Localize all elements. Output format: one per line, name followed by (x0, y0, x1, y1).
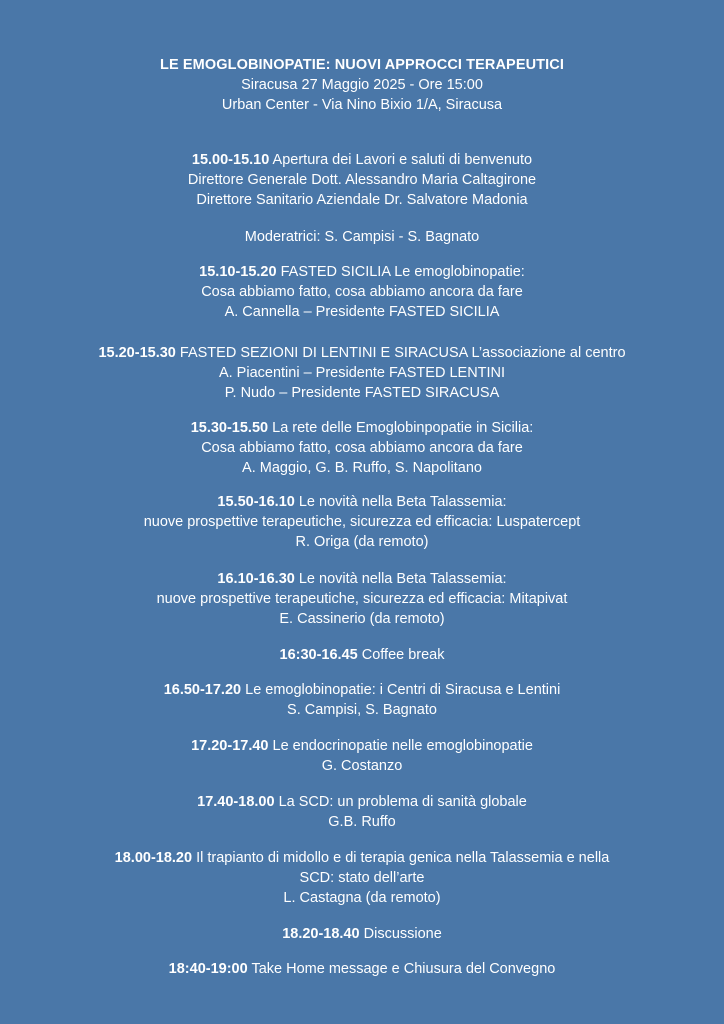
item-speaker: R. Origa (da remoto) (295, 534, 429, 550)
item-speaker: P. Nudo – Presidente FASTED SIRACUSA (224, 385, 500, 401)
item-time: 18:40-19:00 (168, 961, 248, 977)
item-title: Discussione (363, 926, 442, 942)
item-time: 18.20-18.40 (282, 926, 360, 942)
program-item (0, 959, 724, 979)
item-title: Le novità nella Beta Talassemia: (298, 494, 507, 510)
item-time: 16:30-16.45 (279, 647, 358, 663)
event-header (0, 55, 724, 115)
item-title: La rete delle Emoglobinpopatie in Sicilia: (272, 420, 534, 436)
item-time: 15.20-15.30 (98, 345, 176, 361)
program-item (0, 924, 724, 944)
item-title: FASTED SEZIONI DI LENTINI E SIRACUSA L’associazione al centro (179, 345, 626, 361)
item-speaker: A. Maggio, G. B. Ruffo, S. Napolitano (242, 460, 482, 476)
item-time: 17.20-17.40 (191, 738, 269, 754)
program-item (0, 736, 724, 776)
item-speaker: A. Piacentini – Presidente FASTED LENTINI (218, 365, 506, 381)
item-title: Le novità nella Beta Talassemia: (298, 571, 507, 587)
item-speaker: L. Castagna (da remoto) (283, 890, 441, 906)
item-title: Take Home message e Chiusura del Convegno (251, 961, 556, 977)
program-item (0, 645, 724, 665)
item-title: La SCD: un problema di sanità globale (278, 794, 527, 810)
item-title: Coffee break (361, 647, 445, 663)
item-speaker: G. Costanzo (321, 758, 403, 774)
item-time: 17.40-18.00 (197, 794, 275, 810)
item-time: 15.10-15.20 (199, 264, 277, 280)
item-speaker: Direttore Sanitario Aziendale Dr. Salvatore Madonia (196, 192, 528, 208)
item-title: FASTED SICILIA Le emoglobinopatie: (280, 264, 525, 280)
item-speaker: Direttore Generale Dott. Alessandro Maria Caltagirone (187, 172, 537, 188)
program-item (0, 492, 724, 552)
item-speaker: E. Cassinerio (da remoto) (279, 611, 445, 627)
item-title: Il trapianto di midollo e di terapia genica nella Talassemia e nella (196, 850, 610, 866)
item-time: 15.30-15.50 (190, 420, 269, 436)
moderators (0, 227, 724, 247)
item-title: Le emoglobinopatie: i Centri di Siracusa e Lentini (245, 682, 561, 698)
event-title: LE EMOGLOBINOPATIE: NUOVI APPROCCI TERAPEUTICI (160, 57, 564, 73)
item-subtitle: SCD: stato dell’arte (299, 870, 425, 886)
event-venue: Urban Center - Via Nino Bixio 1/A, Siracusa (221, 97, 503, 113)
moderators-line: Moderatrici: S. Campisi - S. Bagnato (244, 229, 480, 245)
item-time: 18.00-18.20 (114, 850, 193, 866)
item-subtitle: nuove prospettive terapeutiche, sicurezza ed efficacia: Mitapivat (156, 591, 568, 607)
program-item (0, 150, 724, 210)
item-subtitle: nuove prospettive terapeutiche, sicurezza ed efficacia: Luspatercept (143, 514, 581, 530)
item-time: 16.10-16.30 (217, 571, 295, 587)
item-subtitle: Cosa abbiamo fatto, cosa abbiamo ancora da fare (201, 284, 523, 300)
program-item (0, 343, 724, 403)
item-time: 15.50-16.10 (217, 494, 295, 510)
item-time: 15.00-15.10 (191, 152, 270, 168)
item-title: Le endocrinopatie nelle emoglobinopatie (272, 738, 533, 754)
item-speaker: A. Cannella – Presidente FASTED SICILIA (224, 304, 500, 320)
program-item (0, 418, 724, 478)
program-item (0, 680, 724, 720)
program-item (0, 569, 724, 629)
event-date: Siracusa 27 Maggio 2025 - Ore 15:00 (241, 77, 483, 93)
program-item (0, 848, 724, 908)
item-subtitle: Cosa abbiamo fatto, cosa abbiamo ancora da fare (201, 440, 523, 456)
item-title: Apertura dei Lavori e saluti di benvenuto (272, 152, 533, 168)
program-item (0, 262, 724, 322)
item-speaker: G.B. Ruffo (328, 814, 396, 830)
program-item (0, 792, 724, 832)
item-speaker: S. Campisi, S. Bagnato (287, 702, 437, 718)
item-time: 16.50-17.20 (163, 682, 242, 698)
